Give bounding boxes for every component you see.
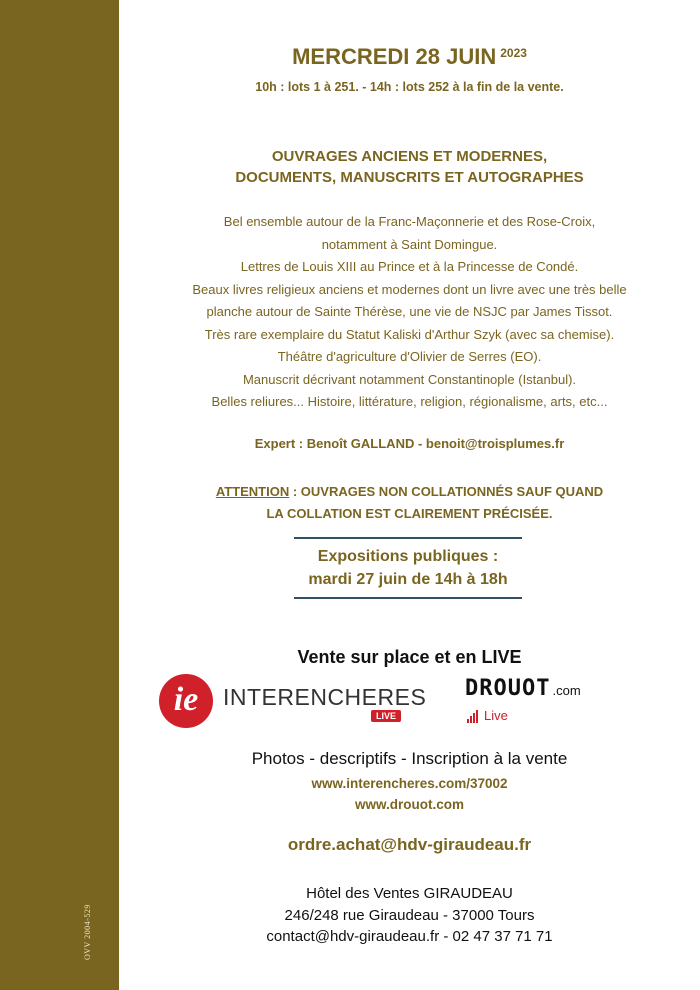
description-line: Très rare exemplaire du Statut Kaliski d'Arthur Szyk (avec sa chemise). — [204, 326, 615, 342]
ovv-number: OVV 2004-529 — [83, 904, 92, 960]
drouot-name: DROUOT — [465, 676, 551, 701]
sidebar-band — [0, 0, 119, 990]
description-line: notamment à Saint Domingue. — [321, 236, 498, 252]
interencheres-link[interactable]: www.interencheres.com/37002 — [311, 776, 508, 791]
description-line: Manuscrit décrivant notamment Constantinople (Istanbul). — [242, 371, 577, 387]
sale-date — [119, 44, 700, 70]
sale-date-text: MERCREDI 28 JUIN — [292, 44, 497, 69]
description-line: Belles reliures... Histoire, littérature, religion, régionalisme, arts, etc... — [211, 394, 608, 409]
address-contact: contact@hdv-giraudeau.fr - 02 47 37 71 71 — [266, 928, 553, 945]
attention-text-2: LA COLLATION EST CLAIREMENT PRÉCISÉE. — [266, 505, 553, 521]
order-email-link[interactable]: ordre.achat@hdv-giraudeau.fr — [287, 835, 532, 854]
catalog-page — [119, 0, 700, 990]
heading-line-2: DOCUMENTS, MANUSCRITS ET AUTOGRAPHES — [235, 169, 584, 186]
description-line: Théâtre d'agriculture d'Olivier de Serres (EO). — [277, 349, 542, 364]
description-line: Lettres de Louis XIII au Prince et à la Princesse de Condé. — [240, 259, 579, 274]
sale-hours: 10h : lots 1 à 251. - 14h : lots 252 à la fin de la vente. — [255, 80, 564, 94]
vente-title: Vente sur place et en LIVE — [297, 647, 522, 667]
heading-line-1: OUVRAGES ANCIENS ET MODERNES, — [271, 148, 548, 165]
description-line: planche autour de Sainte Thérèse, une vie de NSJC par James Tissot. — [206, 304, 613, 319]
attention-text-1: : OUVRAGES NON COLLATIONNÉS SAUF QUAND — [289, 484, 604, 499]
exposition-box — [294, 537, 522, 599]
exposition-date: mardi 27 juin de 14h à 18h — [308, 571, 508, 588]
drouot-live-text: Live — [484, 708, 508, 723]
description-line: Beaux livres religieux anciens et modernes dont un livre avec une très belle — [192, 281, 627, 297]
interencheres-name: INTERENCHERES — [223, 684, 427, 710]
address-street: 246/248 rue Giraudeau - 37000 Tours — [284, 906, 535, 924]
signal-bars-icon — [467, 708, 479, 723]
ie-mark: ie — [159, 674, 213, 728]
interencheres-logo[interactable] — [159, 672, 427, 732]
attention-label: ATTENTION — [215, 484, 290, 499]
address-name: Hôtel des Ventes GIRAUDEAU — [306, 885, 513, 902]
expert-line: Expert : Benoît GALLAND - benoit@troisplumes.fr — [254, 436, 565, 451]
drouot-link[interactable]: www.drouot.com — [355, 797, 464, 812]
sale-year: 2023 — [500, 46, 527, 60]
photos-line: Photos - descriptifs - Inscription à la vente — [251, 749, 568, 768]
description-line: Bel ensemble autour de la Franc-Maçonnerie et des Rose-Croix, — [223, 214, 596, 229]
interencheres-live-badge: LIVE — [371, 710, 401, 722]
address-block — [119, 883, 700, 948]
attention-notice — [119, 481, 700, 524]
drouot-com: .com — [552, 683, 581, 698]
drouot-live — [467, 708, 508, 723]
exposition-title: Expositions publiques : — [317, 548, 499, 565]
section-heading — [119, 146, 700, 188]
drouot-logo[interactable] — [465, 676, 645, 732]
description — [119, 211, 700, 414]
